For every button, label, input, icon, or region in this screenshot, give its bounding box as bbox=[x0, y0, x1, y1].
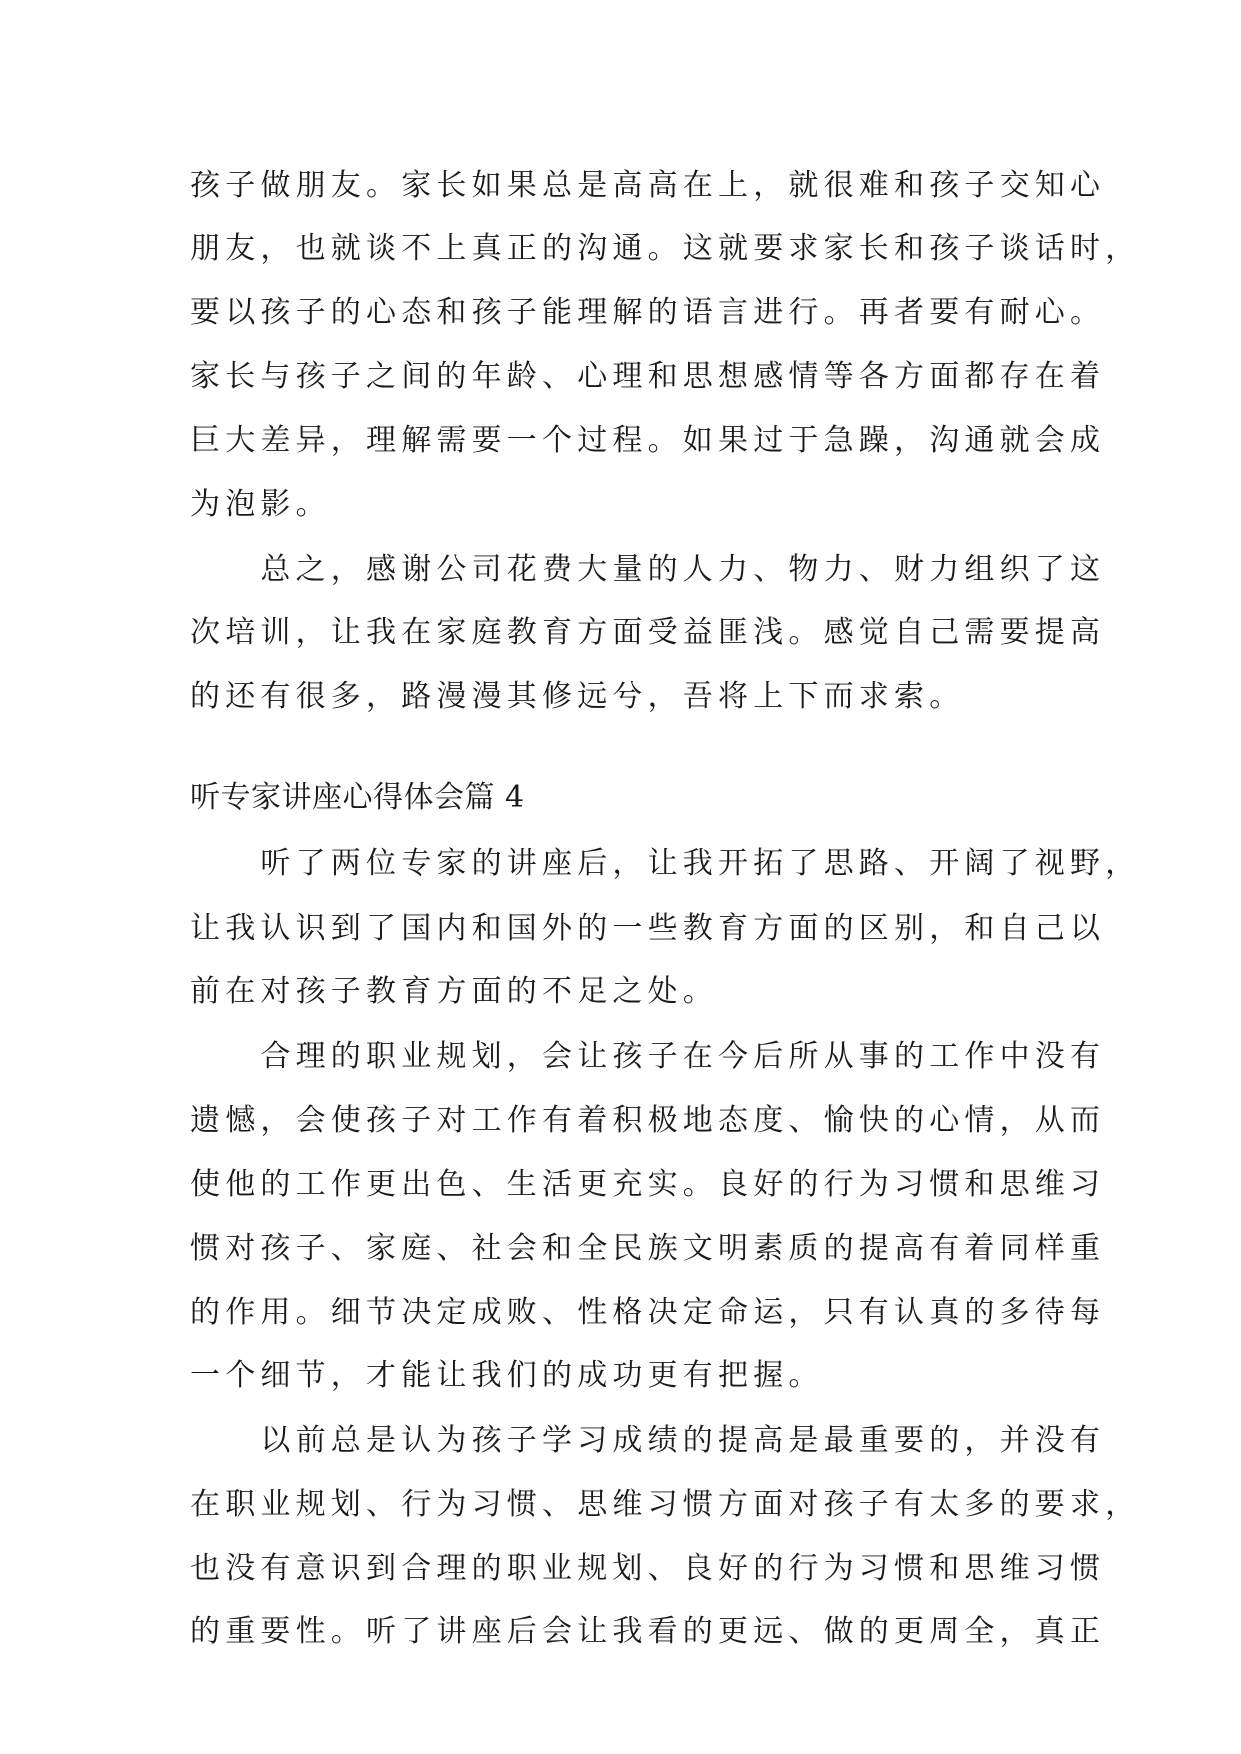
paragraph-line: 朋友，也就谈不上真正的沟通。这就要求家长和孩子谈话时， bbox=[190, 231, 1141, 266]
paragraph-line: 的作用。细节决定成败、性格决定命运，只有认真的多待每 bbox=[190, 1295, 1106, 1330]
paragraph-line: 的重要性。听了讲座后会让我看的更远、做的更周全，真正 bbox=[190, 1614, 1106, 1649]
paragraph-line: 孩子做朋友。家长如果总是高高在上，就很难和孩子交知心 bbox=[190, 168, 1106, 203]
paragraph-line: 总之，感谢公司花费大量的人力、物力、财力组织了这 bbox=[190, 552, 1106, 587]
section-heading: 听专家讲座心得体会篇 4 bbox=[190, 780, 525, 815]
paragraph-line: 让我认识到了国内和国外的一些教育方面的区别，和自己以 bbox=[190, 911, 1106, 946]
paragraph-line: 听了两位专家的讲座后，让我开拓了思路、开阔了视野， bbox=[190, 846, 1141, 881]
paragraph-line: 惯对孩子、家庭、社会和全民族文明素质的提高有着同样重 bbox=[190, 1231, 1106, 1266]
paragraph-line: 要以孩子的心态和孩子能理解的语言进行。再者要有耐心。 bbox=[190, 295, 1106, 330]
paragraph-line: 也没有意识到合理的职业规划、良好的行为习惯和思维习惯 bbox=[190, 1551, 1106, 1586]
paragraph-line: 一个细节，才能让我们的成功更有把握。 bbox=[190, 1358, 824, 1393]
paragraph-line: 使他的工作更出色、生活更充实。良好的行为习惯和思维习 bbox=[190, 1167, 1106, 1202]
paragraph-line: 以前总是认为孩子学习成绩的提高是最重要的，并没有 bbox=[190, 1423, 1106, 1458]
paragraph-line: 为泡影。 bbox=[190, 487, 331, 522]
paragraph-line: 巨大差异，理解需要一个过程。如果过于急躁，沟通就会成 bbox=[190, 423, 1106, 458]
paragraph-line: 合理的职业规划，会让孩子在今后所从事的工作中没有 bbox=[190, 1039, 1106, 1074]
paragraph-line: 在职业规划、行为习惯、思维习惯方面对孩子有太多的要求， bbox=[190, 1487, 1141, 1522]
paragraph-line: 次培训，让我在家庭教育方面受益匪浅。感觉自己需要提高 bbox=[190, 615, 1106, 650]
paragraph-line: 的还有很多，路漫漫其修远兮，吾将上下而求索。 bbox=[190, 679, 965, 714]
paragraph-line: 遗憾，会使孩子对工作有着积极地态度、愉快的心情，从而 bbox=[190, 1103, 1106, 1138]
paragraph-line: 家长与孩子之间的年龄、心理和思想感情等各方面都存在着 bbox=[190, 359, 1106, 394]
paragraph-line: 前在对孩子教育方面的不足之处。 bbox=[190, 974, 718, 1009]
